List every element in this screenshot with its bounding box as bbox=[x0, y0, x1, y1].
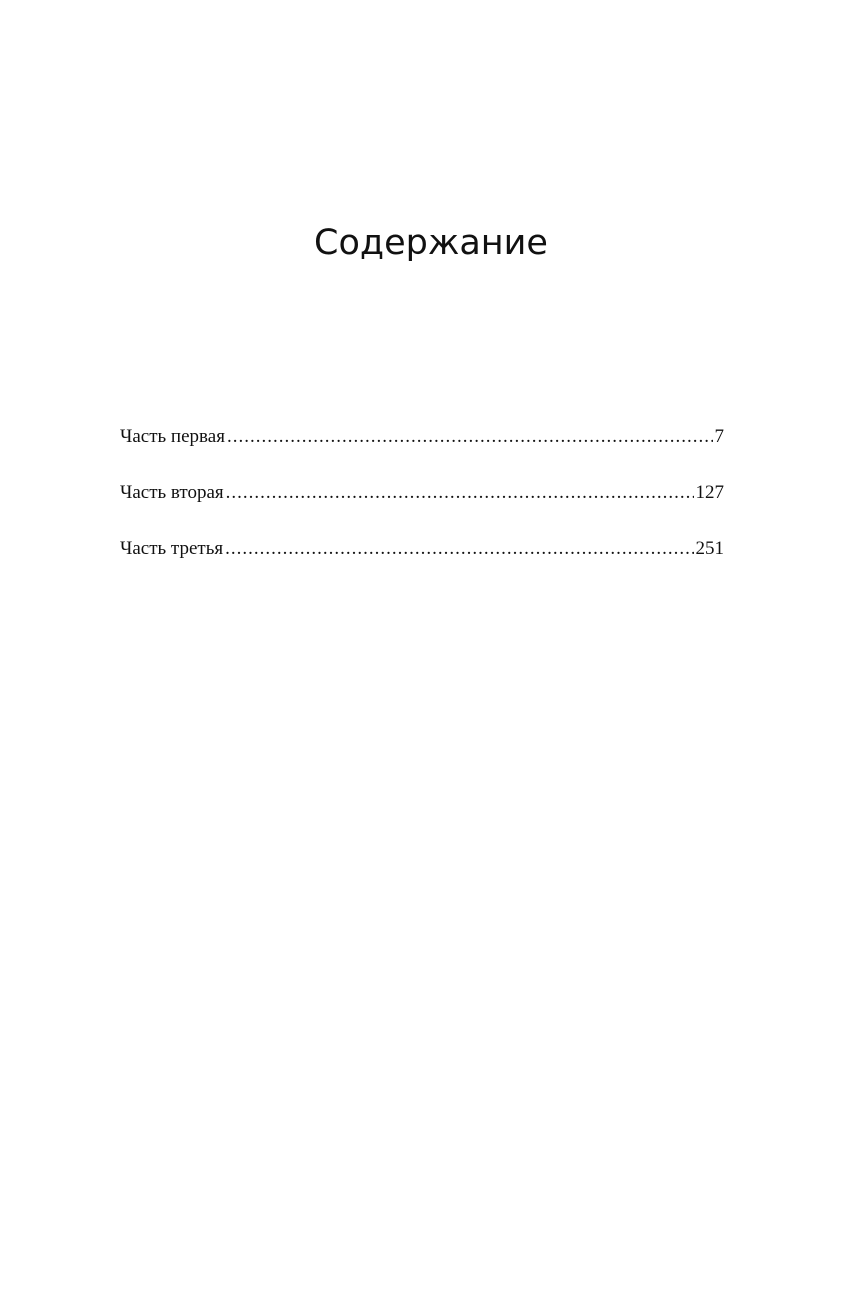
toc-entry-page: 251 bbox=[695, 538, 724, 559]
toc-entry-page: 127 bbox=[695, 482, 724, 503]
table-of-contents bbox=[120, 424, 724, 592]
toc-leader-dots bbox=[226, 480, 694, 506]
toc-entry bbox=[120, 480, 724, 536]
page-title: Содержание bbox=[314, 223, 548, 263]
toc-leader-dots bbox=[227, 424, 713, 450]
toc-entry-label: Часть третья bbox=[120, 538, 224, 559]
toc-entry bbox=[120, 424, 724, 480]
toc-entry-label: Часть вторая bbox=[120, 482, 224, 503]
toc-leader-dots bbox=[225, 536, 693, 562]
toc-entry bbox=[120, 536, 724, 592]
toc-entry-label: Часть первая bbox=[120, 426, 225, 447]
toc-entry-page: 7 bbox=[714, 426, 724, 447]
